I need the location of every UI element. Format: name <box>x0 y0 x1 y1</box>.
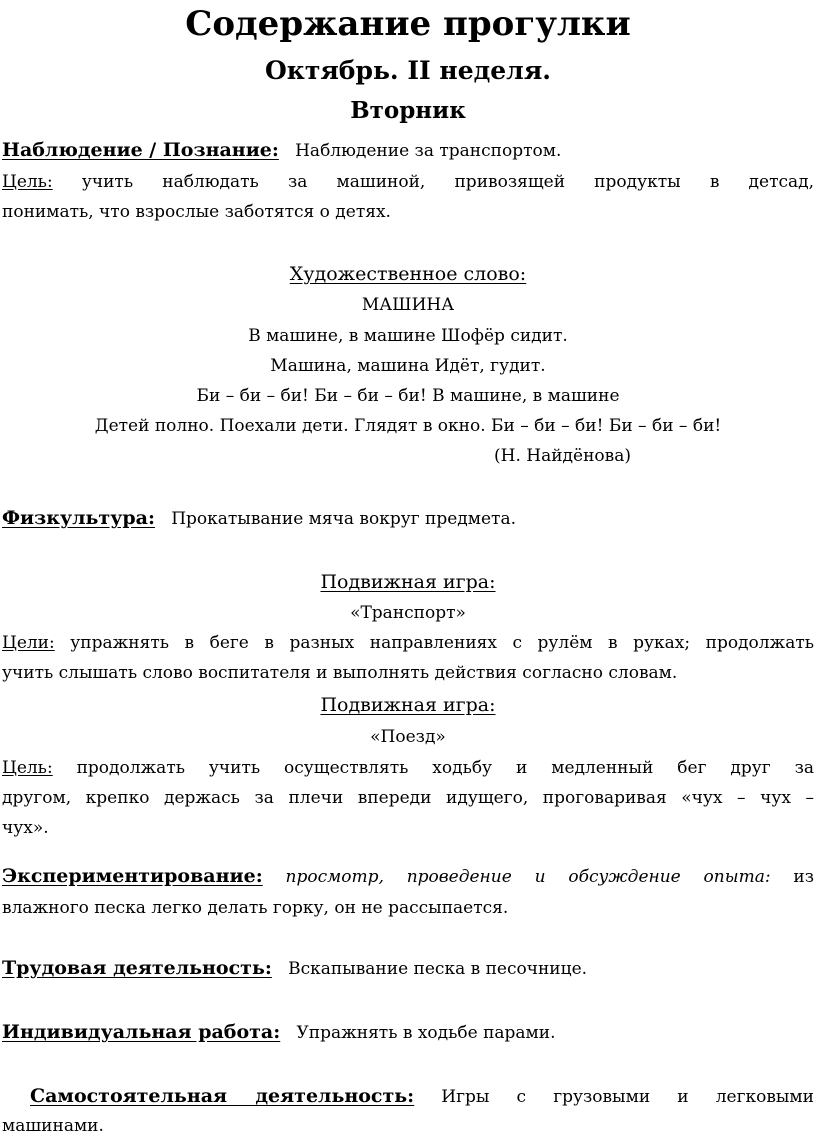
independent-line-1 <box>30 1084 814 1109</box>
pe-line <box>2 506 814 531</box>
experiment-line-1 <box>2 864 814 889</box>
poem-line-1: В машине, в машине Шофёр сидит. <box>248 326 568 346</box>
observation-text: Наблюдение за транспортом. <box>295 141 562 161</box>
poem-line-2: Машина, машина Идёт, гудит. <box>270 356 546 376</box>
observation-goal-line-1 <box>2 170 814 194</box>
day-subtitle: Вторник <box>350 97 466 124</box>
game1-goal-text-1: упражнять в беге в разных направлениях с рулём в руках; продолжать <box>70 633 814 653</box>
observation-goal-line-2: понимать, что взрослые заботятся о детях. <box>2 202 391 222</box>
game1-name: «Транспорт» <box>350 603 466 623</box>
page-title: Содержание прогулки <box>185 4 631 44</box>
labor-text: Вскапывание песка в песочнице. <box>288 959 588 979</box>
game2-goal-line-3: чух». <box>2 818 49 838</box>
experiment-heading: Экспериментирование: <box>2 865 263 887</box>
game1-goal-label: Цели: <box>2 633 55 653</box>
fiction-heading: Художественное слово: <box>289 263 527 285</box>
labor-line <box>2 956 814 981</box>
game2-heading: Подвижная игра: <box>320 694 496 716</box>
independent-text-1: Игры с грузовыми и легковыми <box>441 1087 814 1107</box>
game2-goal-text-1: продолжать учить осуществлять ходьбу и медленный бег друг за <box>76 758 814 778</box>
pe-text: Прокатывание мяча вокруг предмета. <box>171 509 516 529</box>
game2-goal-line-2: другом, крепко держась за плечи впереди идущего, проговаривая «чух – чух – <box>2 788 814 808</box>
poem-author: (Н. Найдёнова) <box>494 446 631 466</box>
experiment-text-1: из <box>793 867 814 887</box>
game1-goal-line-1 <box>2 631 814 655</box>
game2-goal-label: Цель: <box>2 758 53 778</box>
observation-goal-label: Цель: <box>2 172 53 192</box>
independent-heading: Самостоятельная деятельность: <box>30 1085 415 1107</box>
game1-heading: Подвижная игра: <box>320 571 496 593</box>
experiment-italic-text: просмотр, проведение и обсуждение опыта: <box>285 867 771 887</box>
observation-goal-text-1: учить наблюдать за машиной, привозящей продукты в детсад, <box>81 172 815 192</box>
month-week-subtitle: Октябрь. II неделя. <box>265 56 551 85</box>
game2-name: «Поезд» <box>370 727 446 747</box>
labor-heading: Трудовая деятельность: <box>2 957 272 979</box>
observation-heading: Наблюдение / Познание: <box>2 139 279 161</box>
independent-line-2: машинами. <box>2 1116 104 1136</box>
individual-text: Упражнять в ходьбе парами. <box>296 1023 556 1043</box>
individual-heading: Индивидуальная работа: <box>2 1021 281 1043</box>
game2-goal-line-1 <box>2 756 814 780</box>
poem-title: МАШИНА <box>361 295 455 315</box>
individual-line <box>2 1020 814 1045</box>
poem-line-4: Детей полно. Поехали дети. Глядят в окно. Би – би – би! Би – би – би! <box>94 416 722 436</box>
game1-goal-line-2: учить слышать слово воспитателя и выполнять действия согласно словам. <box>2 663 678 683</box>
observation-line <box>2 138 814 163</box>
pe-heading: Физкультура: <box>2 507 155 529</box>
experiment-line-2: влажного песка легко делать горку, он не рассыпается. <box>2 898 509 918</box>
poem-line-3: Би – би – би! Би – би – би! В машине, в машине <box>196 386 620 406</box>
